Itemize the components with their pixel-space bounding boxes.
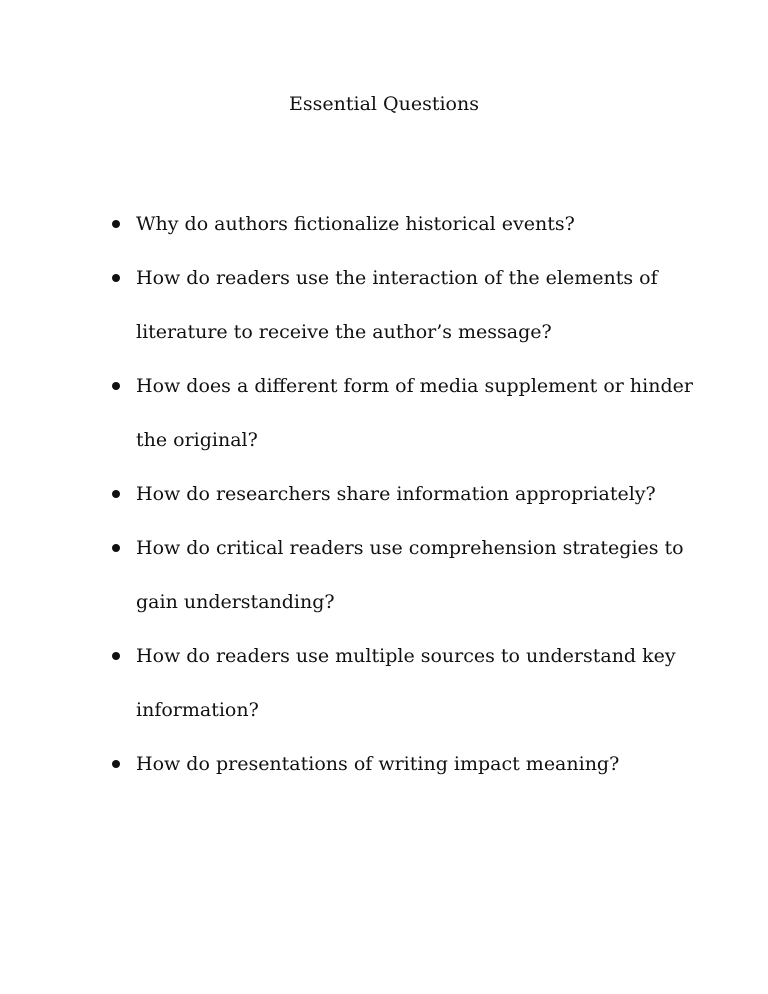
essential-questions-list [108,197,698,791]
page-title: Essential Questions [289,93,479,115]
list-item [108,737,698,791]
question-text: How do critical readers use comprehension strategies to gain understanding? [136,537,684,613]
bullet-icon [112,274,120,282]
bullet-icon [112,220,120,228]
question-text: How does a different form of media supplement or hinder the original? [136,375,693,451]
question-text: How do readers use multiple sources to understand key information? [136,645,676,721]
question-text: How do presentations of writing impact meaning? [136,753,620,775]
question-text: Why do authors fictionalize historical events? [136,213,575,235]
question-text: How do researchers share information appropriately? [136,483,656,505]
bullet-icon [112,652,120,660]
list-item [108,251,698,359]
list-item [108,197,698,251]
bullet-icon [112,760,120,768]
bullet-icon [112,544,120,552]
bullet-icon [112,382,120,390]
bullet-icon [112,490,120,498]
list-item [108,629,698,737]
list-item [108,359,698,467]
question-text: How do readers use the interaction of the elements of literature to receive the author’s message? [136,267,658,343]
list-item [108,521,698,629]
list-item [108,467,698,521]
